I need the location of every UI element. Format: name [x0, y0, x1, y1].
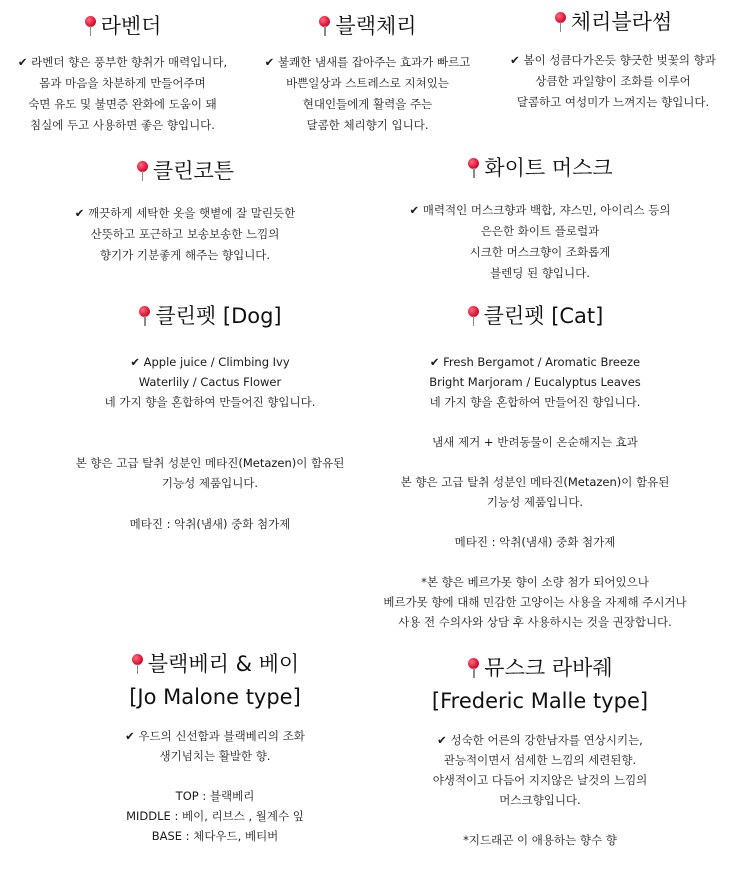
product-title-text: 클린코튼 — [152, 159, 235, 183]
product-description: ✔ 라벤더 향은 풍부한 향취가 매력입니다, 몸과 마음을 차분하게 만들어주며 숙면 유도 및 불면증 완화에 도움이 돼 침실에 두고 사용하면 좋은 향입니다. — [17, 55, 228, 132]
product-description: ✔ Apple juice / Climbing Ivy Waterlily / Cactus Flower 네 가지 향을 혼합하여 만들어진 향입니다. 본 향은 고급 탈취 성분인 메타진(Metazen)이 함유된 기능성 제품입니다. 메타진 : 악취(냄새) 중화 첨가제 — [75, 355, 345, 531]
product-title-text: 클린펫 [Dog] — [155, 304, 282, 328]
product-title — [0, 12, 245, 40]
pushpin-icon — [554, 11, 568, 33]
product-description: ✔ 우드의 신선함과 블랙베리의 조화 생기넘치는 활발한 향. TOP : 블랙베리 MIDDLE : 베이, 리브스 , 월계수 잎 BASE : 체다우드, 베티버 — [60, 726, 370, 846]
product-title-text: 클린펫 [Cat] — [483, 304, 604, 328]
product-title — [490, 8, 736, 36]
product-title — [245, 12, 490, 40]
product-title — [40, 302, 380, 330]
product-subtitle: [Jo Malone type] — [129, 685, 301, 709]
pushpin-icon — [136, 160, 150, 182]
product-description: ✔ 불쾌한 냄새를 잡아주는 효과가 빠르고 바쁜일상과 스트레스로 지쳐있는 현대인들에게 활력을 주는 달콤한 체리향기 입니다. — [264, 55, 471, 132]
product-title-text: 블랙체리 — [335, 14, 417, 38]
pushpin-icon — [318, 15, 332, 37]
pushpin-icon — [131, 653, 145, 675]
product-cherryblossom — [490, 8, 736, 113]
product-whitemusk — [360, 154, 720, 284]
product-title-text: 라벤더 — [100, 14, 162, 38]
product-description: ✔ 성숙한 어른의 강한남자를 연상시키는, 관능적이면서 섬세한 느낌의 세련된향. 야생적이고 다듬어 지지않은 날것의 느낌의 머스크향입니다. *지드래곤 이 애용하는 향수 향 — [432, 733, 648, 847]
product-description: ✔ 깨끗하게 세탁한 옷을 햇볕에 잘 말린듯한 산뜻하고 포근하고 보송보송한 느낌의 향기가 기분좋게 해주는 향입니다. — [74, 206, 296, 262]
product-title-text: 뮤스크 라바줴 — [484, 656, 613, 680]
pushpin-icon — [84, 15, 98, 37]
product-title — [60, 157, 310, 185]
product-title-text: 체리블라썸 — [570, 10, 673, 34]
note-base: BASE : 체다우드, 베티버 — [151, 829, 279, 843]
product-cleancotton — [60, 157, 310, 266]
product-description: ✔ 매력적인 머스크향과 백합, 쟈스민, 아이리스 등의 은은한 화이트 플로럴과 시크한 머스크향이 조화롭게 블렌딩 된 향입니다. — [409, 203, 671, 280]
note-top: TOP : 블랙베리 — [175, 789, 255, 803]
product-title — [60, 650, 370, 678]
product-blackberry-bay — [60, 650, 370, 846]
product-title-text: 블랙베리 & 베이 — [147, 652, 300, 676]
product-title — [380, 654, 700, 682]
note-middle: MIDDLE : 베이, 리브스 , 월계수 잎 — [126, 809, 304, 823]
pushpin-icon — [467, 657, 481, 679]
product-title-text: 화이트 머스크 — [484, 156, 613, 180]
pushpin-icon — [467, 157, 481, 179]
product-title — [350, 302, 720, 330]
product-musk-ravageur — [380, 654, 700, 850]
product-cleanpet-cat — [350, 302, 720, 632]
product-lavender — [0, 12, 245, 136]
product-blackcherry — [245, 12, 490, 136]
product-description: ✔ Fresh Bergamot / Aromatic Breeze Bright Marjoram / Eucalyptus Leaves 네 가지 향을 혼합하여 만들어진 향입니다. 냄새 제거 + 반려동물이 온순해지는 효과 본 향은 고급 탈취 성분인 메타진(Metazen)이 함유된 기능성 제품입니다. 메타진 : 악취(냄새) 중화 첨가제 *본 향은 베르가못 향이 소량 첨가 되어있으나 베르가못 향에 대해 민감한 고양이는 사용을 자제해 주시거나 사용 전 수의사와 상담 후 사용하시는 것을 권장합니다. — [383, 355, 687, 629]
pushpin-icon — [467, 305, 481, 327]
product-subtitle: [Frederic Malle type] — [431, 689, 649, 713]
product-description: ✔ 봄이 성큼다가온듯 향긋한 벚꽃의 향과 상큼한 과일향이 조화를 이루어 달콤하고 여성미가 느껴지는 향입니다. — [510, 53, 716, 109]
product-cleanpet-dog — [40, 302, 380, 534]
product-title — [360, 154, 720, 182]
pushpin-icon — [138, 305, 152, 327]
